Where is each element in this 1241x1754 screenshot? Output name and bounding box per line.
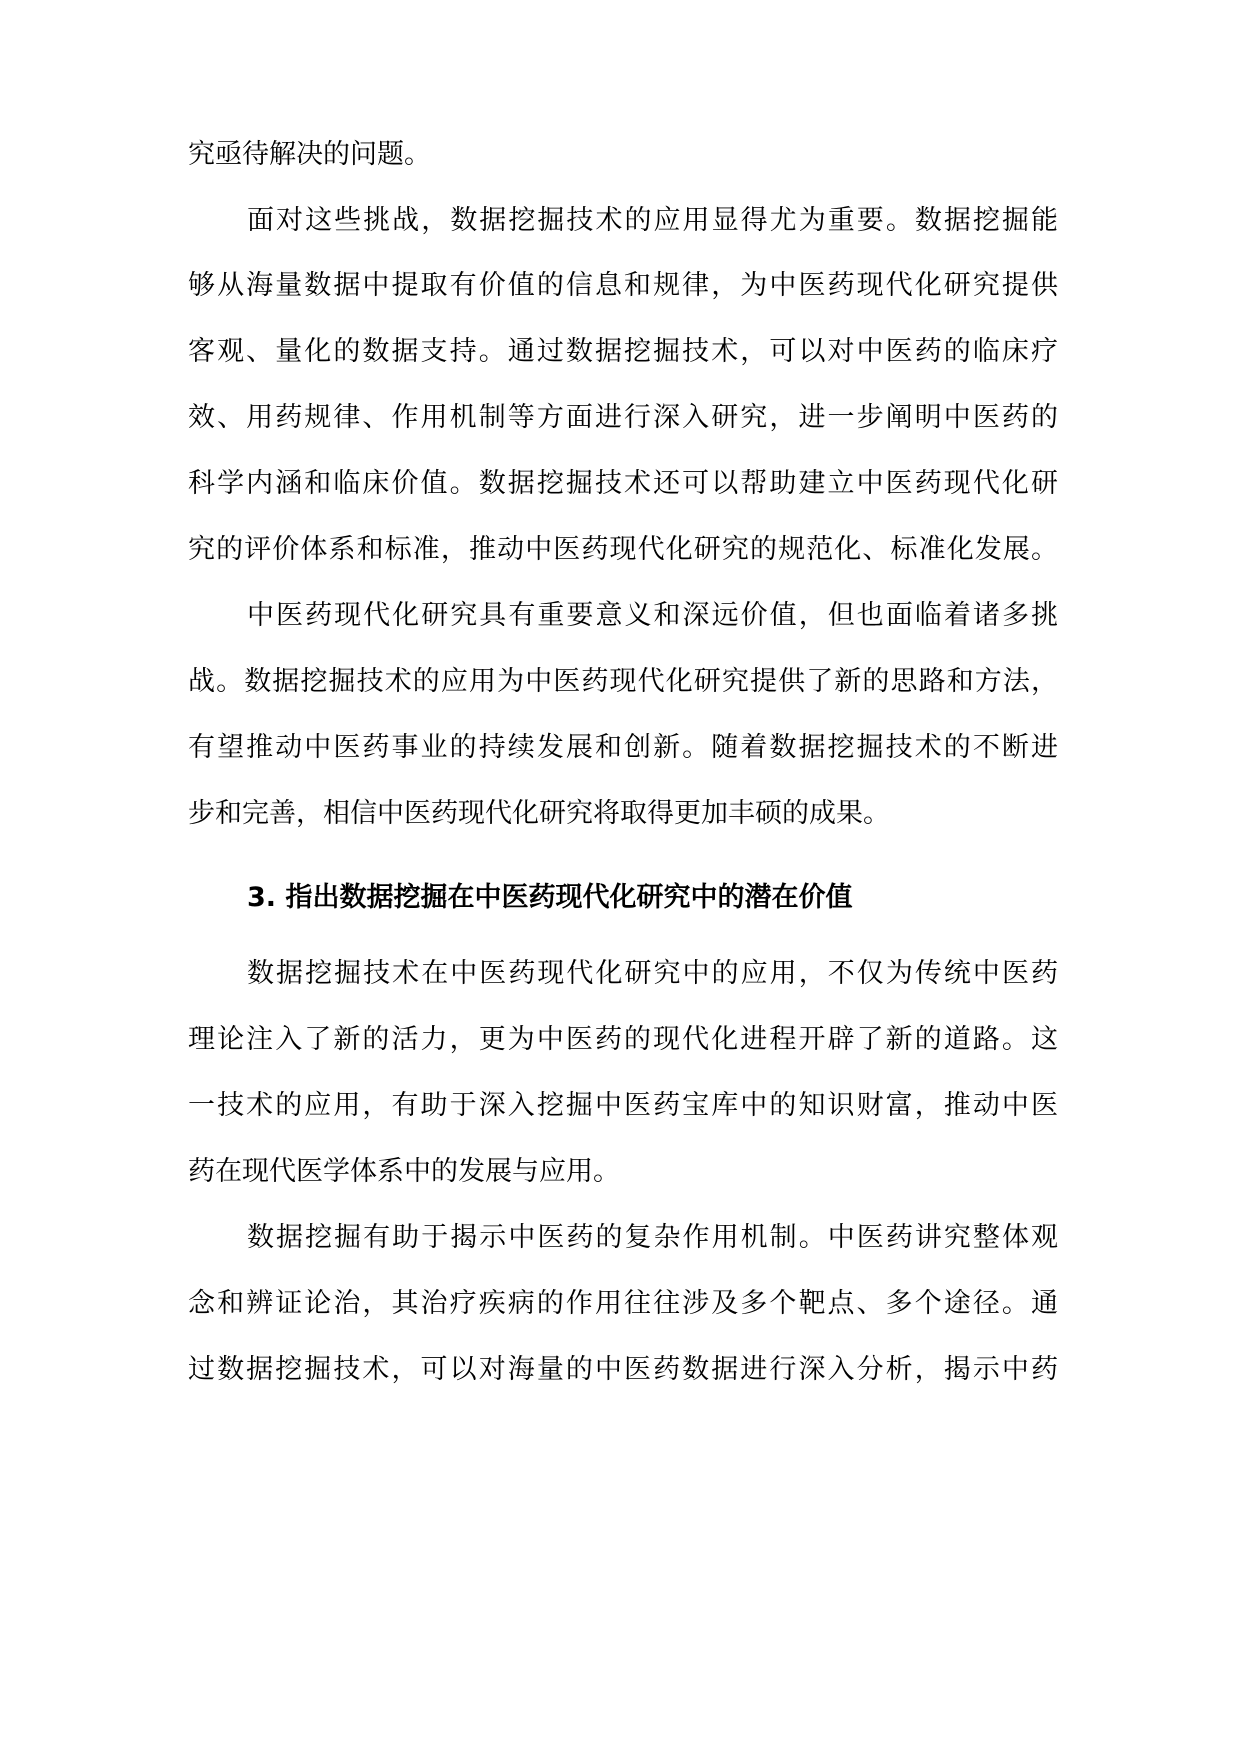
paragraph-2-line-6: 究的评价体系和标准，推动中医药现代化研究的规范化、标准化发展。 bbox=[188, 534, 1058, 565]
paragraph-2-line-2: 够从海量数据中提取有价值的信息和规律，为中医药现代化研究提供 bbox=[188, 270, 1058, 301]
paragraph-2-line-1: 面对这些挑战，数据挖掘技术的应用显得尤为重要。数据挖掘能 bbox=[247, 205, 1058, 236]
paragraph-2-line-3: 客观、量化的数据支持。通过数据挖掘技术，可以对中医药的临床疗 bbox=[188, 336, 1058, 367]
paragraph-4-line-4: 药在现代医学体系中的发展与应用。 bbox=[188, 1156, 620, 1187]
paragraph-5-line-2: 念和辨证论治，其治疗疾病的作用往往涉及多个靶点、多个途径。通 bbox=[188, 1288, 1058, 1319]
paragraph-3-line-1: 中医药现代化研究具有重要意义和深远价值，但也面临着诸多挑 bbox=[247, 600, 1058, 631]
paragraph-3-line-4: 步和完善，相信中医药现代化研究将取得更加丰硕的成果。 bbox=[188, 798, 890, 829]
paragraph-4-line-1: 数据挖掘技术在中医药现代化研究中的应用，不仅为传统中医药 bbox=[247, 958, 1058, 989]
paragraph-2-line-4: 效、用药规律、作用机制等方面进行深入研究，进一步阐明中医药的 bbox=[188, 402, 1058, 433]
paragraph-4-line-3: 一技术的应用，有助于深入挖掘中医药宝库中的知识财富，推动中医 bbox=[188, 1090, 1058, 1121]
paragraph-5-line-1: 数据挖掘有助于揭示中医药的复杂作用机制。中医药讲究整体观 bbox=[247, 1222, 1058, 1253]
paragraph-1-line-1: 究亟待解决的问题。 bbox=[188, 139, 431, 170]
paragraph-3-line-3: 有望推动中医药事业的持续发展和创新。随着数据挖掘技术的不断进 bbox=[188, 732, 1058, 763]
paragraph-2-line-5: 科学内涵和临床价值。数据挖掘技术还可以帮助建立中医药现代化研 bbox=[188, 468, 1058, 499]
paragraph-5-line-3: 过数据挖掘技术，可以对海量的中医药数据进行深入分析，揭示中药 bbox=[188, 1354, 1058, 1385]
paragraph-4-line-2: 理论注入了新的活力，更为中医药的现代化进程开辟了新的道路。这 bbox=[188, 1024, 1058, 1055]
section-heading: 3. 指出数据挖掘在中医药现代化研究中的潜在价值 bbox=[247, 882, 853, 913]
paragraph-3-line-2: 战。数据挖掘技术的应用为中医药现代化研究提供了新的思路和方法， bbox=[188, 666, 1058, 697]
